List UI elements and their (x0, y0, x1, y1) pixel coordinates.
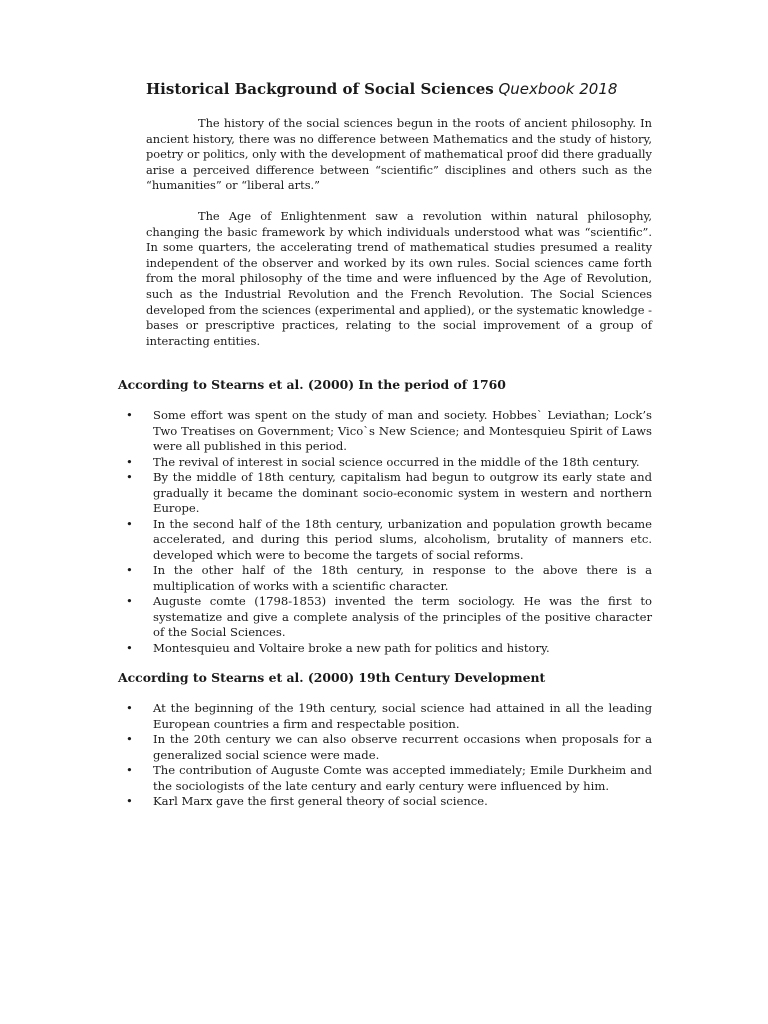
bullet-icon: • (126, 594, 133, 609)
section-heading-1760: According to Stearns et al. (2000) In the period of 1760 (118, 377, 506, 393)
list-item (118, 594, 652, 641)
bullet-icon: • (126, 763, 133, 778)
list-item-text: In the second half of the 18th century, urbanization and population growth became accelerated, and during this period slums, alcoholism, brutality of manners etc. developed which were to become the targets of social reforms. (153, 516, 652, 562)
bullet-list-1760 (118, 408, 652, 656)
title-main: Historical Background of Social Sciences (146, 80, 494, 98)
bullet-icon: • (126, 470, 133, 485)
bullet-list-19th-century (118, 701, 652, 810)
list-item-text: Auguste comte (1798-1853) invented the term sociology. He was the first to systematize and give a complete analysis of the principles of the positive character of the Social Sciences. (153, 594, 652, 640)
list-item-text: By the middle of 18th century, capitalism had begun to outgrow its early state and gradually it became the dominant socio-economic system in western and northern Europe. (153, 470, 652, 516)
list-item (118, 408, 652, 455)
list-item (118, 732, 652, 763)
section-heading-19th-century: According to Stearns et al. (2000) 19th Century Development (118, 670, 546, 686)
list-item-text: Some effort was spent on the study of man and society. Hobbes` Leviathan; Lock’s Two Treatises on Government; Vico`s New Science; and Montesquieu Spirit of Laws were all published in this period. (153, 408, 652, 454)
bullet-icon: • (126, 732, 133, 747)
list-item (118, 517, 652, 564)
bullet-icon: • (126, 408, 133, 423)
list-item-text: The contribution of Auguste Comte was accepted immediately; Emile Durkheim and the sociologists of the late century and early century were influenced by him. (153, 763, 652, 793)
list-item-text: In the other half of the 18th century, in response to the above there is a multiplication of works with a scientific character. (153, 563, 652, 593)
bullet-icon: • (126, 794, 133, 809)
list-item (118, 701, 652, 732)
list-item (118, 641, 652, 657)
list-item-text: Montesquieu and Voltaire broke a new path for politics and history. (153, 640, 550, 655)
list-item (118, 563, 652, 594)
list-item-text: In the 20th century we can also observe recurrent occasions when proposals for a generalized social science were made. (153, 732, 652, 762)
list-item (118, 794, 652, 810)
list-item-text: At the beginning of the 19th century, social science had attained in all the leading European countries a firm and respectable position. (153, 701, 652, 731)
intro-paragraph-2: The Age of Enlightenment saw a revolution within natural philosophy, changing the basic framework by which individuals understood what was “scientific”. In some quarters, the accelerating trend of mathematical studies presumed a reality independent of the observer and worked by its own rules. Social sciences came forth from the moral philosophy of the time and were influenced by the Age of Revolution, such as the Industrial Revolution and the French Revolution. The Social Sciences developed from the sciences (experimental and applied), or the systematic knowledge - bases or prescriptive practices, relating to the social improvement of a group of interacting entities. (146, 208, 652, 348)
list-item (118, 455, 652, 471)
bullet-icon: • (126, 563, 133, 578)
title-suffix: Quexbook 2018 (498, 80, 618, 98)
bullet-icon: • (126, 701, 133, 716)
page-title (146, 80, 652, 98)
bullet-icon: • (126, 640, 133, 655)
list-item (118, 763, 652, 794)
list-item (118, 470, 652, 517)
list-item-text: The revival of interest in social science occurred in the middle of the 18th century. (153, 454, 640, 469)
bullet-icon: • (126, 454, 133, 469)
list-item-text: Karl Marx gave the first general theory of social science. (153, 794, 488, 809)
bullet-icon: • (126, 516, 133, 531)
intro-paragraph-1: The history of the social sciences begun in the roots of ancient philosophy. In ancient history, there was no difference between Mathematics and the study of history, poetry or politics, only with the development of mathematical proof did there gradually arise a perceived difference between “scientific” disciplines and others such as the “humanities” or “liberal arts.” (146, 116, 652, 193)
